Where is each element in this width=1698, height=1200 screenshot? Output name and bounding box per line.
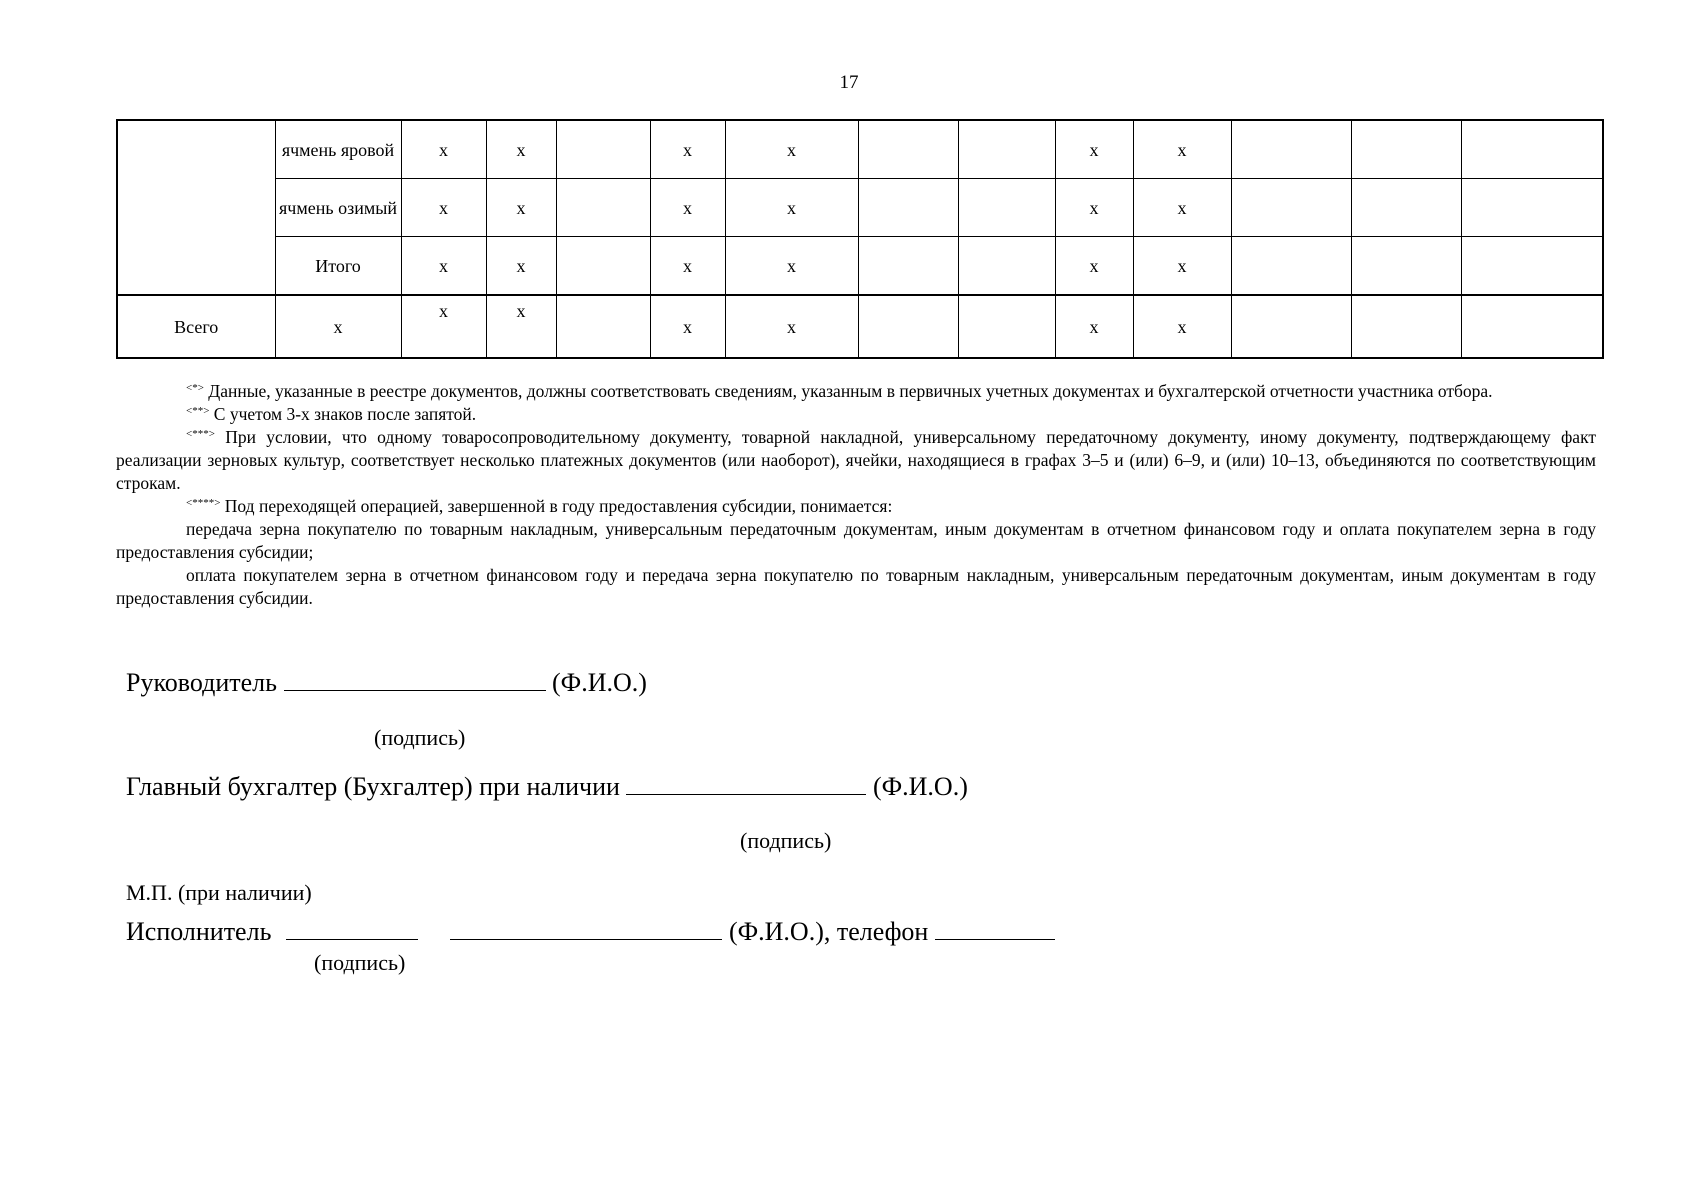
accountant-signature-field[interactable] <box>626 772 866 795</box>
table-cell: х <box>725 237 858 296</box>
table-cell <box>1461 120 1603 179</box>
table-cell: х <box>650 120 725 179</box>
head-fio: (Ф.И.О.) <box>552 668 647 697</box>
table-cell: х <box>650 179 725 237</box>
table-cell <box>1461 237 1603 296</box>
table-row <box>117 237 1603 296</box>
executor-name-field[interactable] <box>450 917 722 940</box>
head-signature-line <box>126 668 647 698</box>
table-cell: х <box>486 237 556 296</box>
table-cell: х <box>1133 295 1231 358</box>
footnote-4-item-2: оплата покупателем зерна в отчетном финансовом году и передача зерна покупателю по товарным накладным, универсальным передаточным документам, иным документам в году предоставления субсидии. <box>116 565 1596 608</box>
table-cell <box>1231 120 1351 179</box>
table-cell <box>556 120 650 179</box>
table-cell: ячмень озимый <box>275 179 401 237</box>
table-cell: х <box>401 237 486 296</box>
table-cell <box>858 179 958 237</box>
head-signature-hint: (подпись) <box>374 725 466 750</box>
table-cell <box>1231 295 1351 358</box>
stamp-label: М.П. (при наличии) <box>126 880 312 905</box>
table-cell: х <box>1055 295 1133 358</box>
executor-signature-field[interactable] <box>286 917 418 940</box>
table-cell <box>117 120 275 295</box>
table-cell: х <box>486 120 556 179</box>
table-cell <box>858 120 958 179</box>
table-body <box>117 120 1603 358</box>
table-cell <box>1461 295 1603 358</box>
table-cell <box>1351 237 1461 296</box>
table-cell <box>858 237 958 296</box>
footnote-4-item-1: передача зерна покупателю по товарным накладным, универсальным передаточным документам, иным документам в отчетном финансовом году и оплата покупателем зерна в году предоставления субсидии; <box>116 519 1596 562</box>
table-cell: х <box>1055 179 1133 237</box>
executor-signature-line <box>126 917 1055 947</box>
table-cell: х <box>1133 237 1231 296</box>
table-cell <box>1351 179 1461 237</box>
table-cell: х <box>650 295 725 358</box>
executor-signature-hint: (подпись) <box>314 950 406 975</box>
table-cell <box>958 237 1055 296</box>
table-cell: х <box>486 295 556 358</box>
registry-table <box>116 119 1604 359</box>
table-row <box>117 120 1603 179</box>
total-row <box>117 295 1603 358</box>
head-label: Руководитель <box>126 668 277 697</box>
page-number: 17 <box>839 72 859 93</box>
footnote-3 <box>116 426 1596 495</box>
table-cell <box>1231 237 1351 296</box>
table-cell <box>556 295 650 358</box>
table-cell <box>958 295 1055 358</box>
footnote-mark: <***> <box>186 428 215 440</box>
footnote-mark: <*> <box>186 382 204 394</box>
executor-phone-field[interactable] <box>935 917 1055 940</box>
table-cell: х <box>486 179 556 237</box>
table-cell <box>556 237 650 296</box>
table-cell: х <box>725 295 858 358</box>
table-cell: х <box>650 237 725 296</box>
executor-label: Исполнитель <box>126 917 272 946</box>
table-cell <box>1351 295 1461 358</box>
accountant-fio: (Ф.И.О.) <box>872 772 968 801</box>
table-cell: х <box>275 295 401 358</box>
accountant-signature-line <box>126 772 968 802</box>
footnote-4 <box>116 495 1596 518</box>
table-cell <box>1231 179 1351 237</box>
table-cell: Итого <box>275 237 401 296</box>
table-cell: х <box>401 120 486 179</box>
table-cell <box>958 179 1055 237</box>
table-cell: х <box>725 120 858 179</box>
accountant-label: Главный бухгалтер (Бухгалтер) при наличии <box>126 772 620 801</box>
footnote-1 <box>116 380 1596 403</box>
table-cell <box>556 179 650 237</box>
footnote-mark: <**> <box>186 405 210 417</box>
table-cell <box>1461 179 1603 237</box>
head-signature-field[interactable] <box>284 668 546 691</box>
table-cell: х <box>401 179 486 237</box>
footnote-2 <box>116 403 1596 426</box>
table-cell: х <box>1133 120 1231 179</box>
table-cell: х <box>1055 120 1133 179</box>
table-cell: ячмень яровой <box>275 120 401 179</box>
executor-fio-phone: (Ф.И.О.), телефон <box>728 917 929 946</box>
table-cell: х <box>725 179 858 237</box>
footnote-text: При условии, что одному товаросопроводительному документу, товарной накладной, универсальному передаточному документу, иному документу, подтверждающему факт реализации зерновых культур, соответствует несколько платежных документов (или наоборот), ячейки, находящиеся в графах 3–5 и (или) 6–9, и (или) 10–13, объединяются по соответствующим строкам. <box>116 427 1596 493</box>
accountant-signature-hint: (подпись) <box>740 828 832 853</box>
table-cell: х <box>1055 237 1133 296</box>
footnote-mark: <****> <box>186 497 221 509</box>
table-cell <box>958 120 1055 179</box>
table-cell <box>858 295 958 358</box>
footnotes <box>116 380 1596 610</box>
total-label: Всего <box>117 295 275 358</box>
footnote-text: Под переходящей операцией, завершенной в году предоставления субсидии, понимается: <box>224 496 893 516</box>
table-cell: х <box>401 295 486 358</box>
footnote-text: С учетом 3-х знаков после запятой. <box>213 404 477 424</box>
footnote-text: Данные, указанные в реестре документов, должны соответствовать сведениям, указанным в первичных учетных документах и бухгалтерской отчетности участника отбора. <box>208 381 1493 401</box>
table-row <box>117 179 1603 237</box>
table-cell <box>1351 120 1461 179</box>
table-cell: х <box>1133 179 1231 237</box>
